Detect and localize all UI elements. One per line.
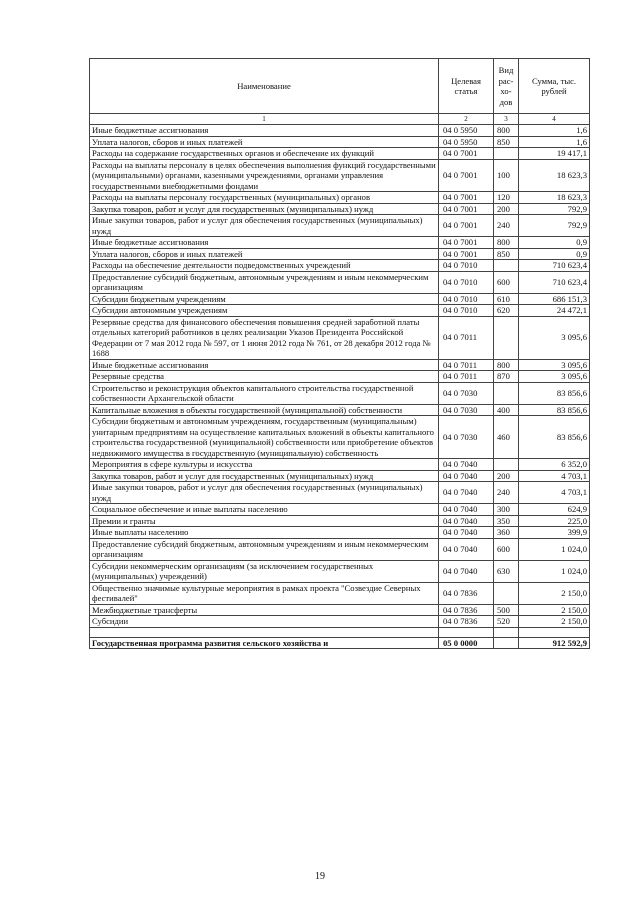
table-row — [90, 459, 590, 471]
row-name: Расходы на обеспечение деятельности подведомственных учреждений — [90, 260, 439, 272]
row-sum: 83 856,6 — [519, 404, 590, 416]
column-number-row — [90, 114, 590, 125]
row-expense-type: 520 — [494, 616, 519, 628]
row-target-code: 04 0 7011 — [439, 359, 494, 371]
row-target-code: 04 0 7040 — [439, 538, 494, 560]
row-expense-type: 800 — [494, 359, 519, 371]
table-row — [90, 293, 590, 305]
row-target-code: 04 0 7836 — [439, 616, 494, 628]
row-sum: 83 856,6 — [519, 416, 590, 459]
row-sum: 399,9 — [519, 527, 590, 539]
table-body — [90, 125, 590, 649]
row-name: Предоставление субсидий бюджетным, автономным учреждениям и иным некоммерческим организациям — [90, 271, 439, 293]
row-name: Уплата налогов, сборов и иных платежей — [90, 248, 439, 260]
row-name: Общественно значимые культурные мероприятия в рамках проекта "Созвездие Северных фестивалей" — [90, 582, 439, 604]
col-header-name: Наименование — [90, 59, 439, 114]
row-name: Расходы на содержание государственных органов и обеспечение их функций — [90, 148, 439, 160]
row-target-code: 04 0 7010 — [439, 305, 494, 317]
col-number: 2 — [439, 114, 494, 125]
table-row — [90, 192, 590, 204]
row-expense-type: 240 — [494, 482, 519, 504]
row-expense-type: 800 — [494, 125, 519, 137]
col-header-type: Вид рас-хо-дов — [494, 59, 519, 114]
row-target-code: 04 0 7010 — [439, 260, 494, 272]
row-sum: 0,9 — [519, 237, 590, 249]
budget-table-container — [89, 58, 589, 649]
row-name: Закупка товаров, работ и услуг для государственных (муниципальных) нужд — [90, 203, 439, 215]
row-expense-type: 630 — [494, 560, 519, 582]
table-row — [90, 203, 590, 215]
row-expense-type: 500 — [494, 604, 519, 616]
table-row — [90, 215, 590, 237]
row-sum: 18 623,3 — [519, 159, 590, 192]
row-name: Иные бюджетные ассигнования — [90, 237, 439, 249]
row-name: Резервные средства для финансового обеспечения повышения средней заработной платы отдельных категорий работников в целях реализации Указов Президента Российской Федерации от 7 мая 2012 года № 597, от 1 июня 2012 года № 761, от 28 декабря 2012 года № 1688 — [90, 316, 439, 359]
row-expense-type: 360 — [494, 527, 519, 539]
table-row — [90, 316, 590, 359]
row-name: Социальное обеспечение и иные выплаты населению — [90, 504, 439, 516]
row-sum: 4 703,1 — [519, 470, 590, 482]
row-sum: 18 623,3 — [519, 192, 590, 204]
table-row — [90, 271, 590, 293]
row-target-code: 04 0 7040 — [439, 560, 494, 582]
program-total-row — [90, 637, 590, 649]
row-name: Строительство и реконструкция объектов капитального строительства государственной собственности Архангельской области — [90, 382, 439, 404]
row-sum: 2 150,0 — [519, 604, 590, 616]
table-header-row — [90, 59, 590, 114]
row-target-code: 04 0 7011 — [439, 371, 494, 383]
row-sum: 1 024,0 — [519, 538, 590, 560]
row-name: Иные бюджетные ассигнования — [90, 125, 439, 137]
row-expense-type: 460 — [494, 416, 519, 459]
row-target-code: 04 0 7001 — [439, 248, 494, 260]
table-row — [90, 527, 590, 539]
row-target-code: 04 0 7030 — [439, 404, 494, 416]
table-row — [90, 359, 590, 371]
spacer-row — [90, 627, 590, 637]
table-row — [90, 382, 590, 404]
table-row — [90, 560, 590, 582]
table-row — [90, 148, 590, 160]
row-expense-type — [494, 382, 519, 404]
row-sum: 2 150,0 — [519, 582, 590, 604]
row-name: Резервные средства — [90, 371, 439, 383]
row-expense-type: 800 — [494, 237, 519, 249]
row-sum: 1,6 — [519, 136, 590, 148]
row-name: Премии и гранты — [90, 515, 439, 527]
table-row — [90, 371, 590, 383]
row-target-code: 04 0 7836 — [439, 582, 494, 604]
table-row — [90, 136, 590, 148]
row-sum: 710 623,4 — [519, 260, 590, 272]
row-expense-type: 350 — [494, 515, 519, 527]
table-row — [90, 604, 590, 616]
table-row — [90, 159, 590, 192]
row-sum: 3 095,6 — [519, 359, 590, 371]
row-expense-type: 600 — [494, 538, 519, 560]
row-sum: 624,9 — [519, 504, 590, 516]
budget-table — [89, 58, 590, 649]
table-row — [90, 538, 590, 560]
row-sum: 1 024,0 — [519, 560, 590, 582]
row-sum: 24 472,1 — [519, 305, 590, 317]
row-expense-type: 600 — [494, 271, 519, 293]
row-target-code: 04 0 7010 — [439, 271, 494, 293]
row-sum: 6 352,0 — [519, 459, 590, 471]
program-code: 05 0 0000 — [439, 637, 494, 649]
row-expense-type: 300 — [494, 504, 519, 516]
spacer-cell — [90, 627, 439, 637]
row-target-code: 04 0 7040 — [439, 459, 494, 471]
row-expense-type: 850 — [494, 248, 519, 260]
row-name: Субсидии бюджетным и автономным учреждениям, государственным (муниципальным) унитарным предприятиям на осуществление капитальных вложений в объекты капитального строительства государственной (муниципальной) собственности или приобретение объектов недвижимого имущества в государственную (муниципальную) собственность — [90, 416, 439, 459]
table-row — [90, 305, 590, 317]
table-row — [90, 515, 590, 527]
row-expense-type: 240 — [494, 215, 519, 237]
table-row — [90, 248, 590, 260]
row-sum: 686 151,3 — [519, 293, 590, 305]
row-target-code: 04 0 5950 — [439, 125, 494, 137]
row-expense-type: 120 — [494, 192, 519, 204]
row-target-code: 04 0 7001 — [439, 237, 494, 249]
row-expense-type: 620 — [494, 305, 519, 317]
row-target-code: 04 0 7030 — [439, 416, 494, 459]
row-target-code: 04 0 7040 — [439, 515, 494, 527]
table-row — [90, 582, 590, 604]
row-target-code: 04 0 7040 — [439, 482, 494, 504]
program-sum: 912 592,9 — [519, 637, 590, 649]
row-expense-type — [494, 260, 519, 272]
col-number: 1 — [90, 114, 439, 125]
row-name: Иные закупки товаров, работ и услуг для обеспечения государственных (муниципальных) нужд — [90, 215, 439, 237]
row-target-code: 04 0 7011 — [439, 316, 494, 359]
row-expense-type: 870 — [494, 371, 519, 383]
row-expense-type — [494, 459, 519, 471]
col-number: 4 — [519, 114, 590, 125]
table-row — [90, 237, 590, 249]
row-name: Закупка товаров, работ и услуг для государственных (муниципальных) нужд — [90, 470, 439, 482]
row-sum: 2 150,0 — [519, 616, 590, 628]
row-target-code: 04 0 5950 — [439, 136, 494, 148]
row-expense-type: 200 — [494, 470, 519, 482]
table-row — [90, 482, 590, 504]
row-sum: 3 095,6 — [519, 371, 590, 383]
row-expense-type: 100 — [494, 159, 519, 192]
row-name: Межбюджетные трансферты — [90, 604, 439, 616]
row-sum: 792,9 — [519, 215, 590, 237]
row-target-code: 04 0 7001 — [439, 148, 494, 160]
row-expense-type — [494, 582, 519, 604]
row-name: Субсидии автономным учреждениям — [90, 305, 439, 317]
row-target-code: 04 0 7010 — [439, 293, 494, 305]
row-name: Субсидии некоммерческим организациям (за исключением государственных (муниципальных) учреждений) — [90, 560, 439, 582]
table-row — [90, 504, 590, 516]
row-sum: 83 856,6 — [519, 382, 590, 404]
row-name: Предоставление субсидий бюджетным, автономным учреждениям и иным некоммерческим организациям — [90, 538, 439, 560]
row-sum: 225,0 — [519, 515, 590, 527]
spacer-cell — [494, 627, 519, 637]
spacer-cell — [519, 627, 590, 637]
row-target-code: 04 0 7001 — [439, 192, 494, 204]
table-row — [90, 616, 590, 628]
row-sum: 4 703,1 — [519, 482, 590, 504]
row-name: Иные выплаты населению — [90, 527, 439, 539]
row-name: Мероприятия в сфере культуры и искусства — [90, 459, 439, 471]
row-expense-type: 200 — [494, 203, 519, 215]
row-sum: 0,9 — [519, 248, 590, 260]
row-sum: 19 417,1 — [519, 148, 590, 160]
row-target-code: 04 0 7836 — [439, 604, 494, 616]
row-target-code: 04 0 7040 — [439, 527, 494, 539]
row-expense-type: 610 — [494, 293, 519, 305]
row-target-code: 04 0 7040 — [439, 470, 494, 482]
program-type — [494, 637, 519, 649]
row-target-code: 04 0 7001 — [439, 203, 494, 215]
table-row — [90, 470, 590, 482]
row-name: Иные бюджетные ассигнования — [90, 359, 439, 371]
row-expense-type: 850 — [494, 136, 519, 148]
row-name: Расходы на выплаты персоналу государственных (муниципальных) органов — [90, 192, 439, 204]
row-sum: 3 095,6 — [519, 316, 590, 359]
row-target-code: 04 0 7030 — [439, 382, 494, 404]
table-row — [90, 125, 590, 137]
row-name: Расходы на выплаты персоналу в целях обеспечения выполнения функций государственными (муниципальными) органами, казенными учреждениями, органами управления государственными внебюджетными фондами — [90, 159, 439, 192]
row-expense-type: 400 — [494, 404, 519, 416]
row-expense-type — [494, 148, 519, 160]
table-row — [90, 260, 590, 272]
row-name: Субсидии бюджетным учреждениям — [90, 293, 439, 305]
row-name: Субсидии — [90, 616, 439, 628]
col-number: 3 — [494, 114, 519, 125]
table-row — [90, 404, 590, 416]
page-number: 19 — [315, 871, 325, 882]
col-header-sum: Сумма, тыс. рублей — [519, 59, 590, 114]
row-sum: 792,9 — [519, 203, 590, 215]
col-header-target: Целевая статья — [439, 59, 494, 114]
row-target-code: 04 0 7001 — [439, 159, 494, 192]
row-target-code: 04 0 7040 — [439, 504, 494, 516]
row-expense-type — [494, 316, 519, 359]
table-row — [90, 416, 590, 459]
row-name: Иные закупки товаров, работ и услуг для обеспечения государственных (муниципальных) нужд — [90, 482, 439, 504]
program-name: Государственная программа развития сельского хозяйства и — [90, 637, 439, 649]
spacer-cell — [439, 627, 494, 637]
row-name: Капитальные вложения в объекты государственной (муниципальной) собственности — [90, 404, 439, 416]
row-sum: 710 623,4 — [519, 271, 590, 293]
row-name: Уплата налогов, сборов и иных платежей — [90, 136, 439, 148]
row-sum: 1,6 — [519, 125, 590, 137]
row-target-code: 04 0 7001 — [439, 215, 494, 237]
